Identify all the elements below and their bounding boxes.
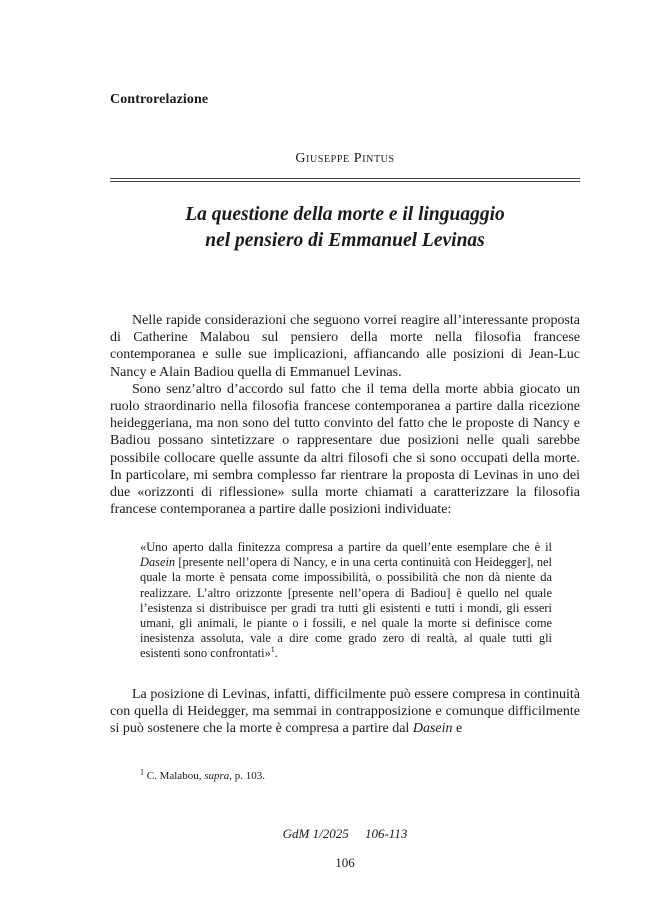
footnote-supra: supra [204,770,230,782]
quote-part-1: «Uno aperto dalla finitezza compresa a partire da quell’ente esemplare che è il [140,540,552,554]
paragraph-1: Nelle rapide considerazioni che seguono vorrei reagire all’interessante proposta di Catherine Malabou sul pensiero della morte nella filosofia francese contemporanea e sulle sue implicazioni, affiancando alle posizioni di Jean-Luc Nancy e Alain Badiou quella di Emmanuel Levinas. [110,313,580,380]
quote-part-2: [presente nell’opera di Nancy, e in una certa continuità con Heidegger], nel quale la morte è pensata come impossibilità, o possibilità che non dà niente da realizzare. L’altro orizzonte [presente nell’opera di Badiou] è quello nel quale l’esistenza si distribuisce per gradi tra tutti gli esistenti e tutti i mondi, gli esseri umani, gli animali, le piante o i fossili, e nel quale la morte si definisce come inesistenza assoluta, vale a dire come grado zero di realtà, al quale tutti gli esistenti sono confrontati» [140,555,552,661]
quote-dasein: Dasein [140,555,176,570]
title-line-2: nel pensiero di Emmanuel Levinas [205,230,485,251]
footnote-text-1: C. Malabou, [144,770,205,782]
block-quote [140,540,552,662]
body-paragraphs [110,312,580,518]
page-number: 106 [335,855,355,870]
paragraph-3-text: La posizione di Levinas, infatti, difficilmente può essere compresa in continuità con quella di Heidegger, ma semmai in contrapposizione e comunque difficilmente si può sostenere che la morte è compresa a partire dal [110,687,580,737]
journal-reference: GdM 1/2025 106-113 [282,826,408,841]
footnote-text-2: , p. 103. [229,770,266,782]
paragraph-2: Sono senz’altro d’accordo sul fatto che il tema della morte abbia giocato un ruolo straordinario nella filosofia francese contemporanea a partire dalla ricezione heideggeriana, ma non sono del tutto convinto del fatto che le proposte di Nancy e Badiou possano sintetizzare o rappresentare due posizioni nelle quali sarebbe possibile collocare quelle assunte da altri filosofi che si sono occupati della morte. In particolare, mi sembra complesso far rientrare la proposta di Levinas in uno dei due «orizzonti di riflessione» sulla morte chiamati a caratterizzare la filosofia francese contemporanea a partire dalle posizioni individuate: [110,381,580,518]
footnote-ref[interactable]: 1 [270,645,275,655]
quote-end: . [274,646,278,661]
title-rule-top [110,178,580,179]
article-title [110,202,580,254]
paragraph-3-end: e [452,721,463,737]
paragraph-3 [110,686,580,738]
footnote [140,767,266,782]
title-rule-bottom [110,181,580,182]
body-paragraph-3 [110,686,580,738]
paragraph-3-dasein: Dasein [412,721,453,737]
footnote-number: 1 [140,767,144,777]
title-line-1: La questione della morte e il linguaggio [185,204,505,225]
author-name: Giuseppe Pintus [295,151,395,166]
section-label: Controrelazione [110,92,209,107]
